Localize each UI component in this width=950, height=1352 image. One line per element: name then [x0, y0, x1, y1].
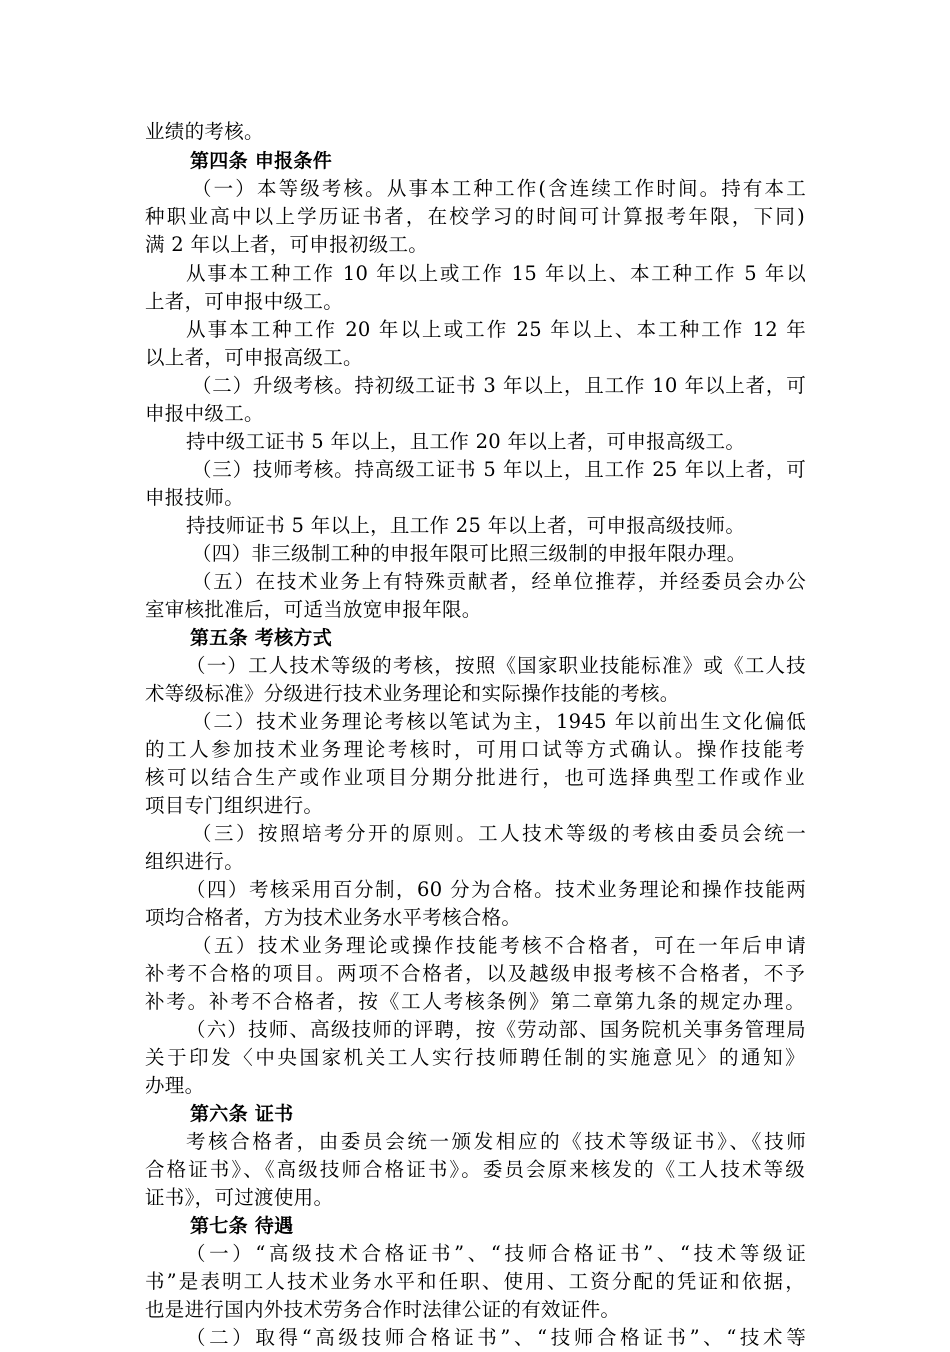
text-line: 持中级工证书 5 年以上，且工作 20 年以上者，可申报高级工。 — [186, 430, 746, 453]
text-line: 持技师证书 5 年以上，且工作 25 年以上者，可申报高级技师。 — [186, 514, 746, 537]
text-line: （五）技术业务理论或操作技能考核不合格者，可在一年后申请 — [192, 934, 806, 957]
text-line: （一）本等级考核。从事本工种工作(含连续工作时间。持有本工 — [192, 177, 806, 200]
text-line: （一）“高级技术合格证书”、“技师合格证书”、“技术等级证 — [186, 1242, 806, 1265]
text-line: 组织进行。 — [145, 850, 245, 873]
text-line: 从事本工种工作 20 年以上或工作 25 年以上、本工种工作 12 年 — [186, 318, 806, 341]
text-line: 核可以结合生产或作业项目分期分批进行，也可选择典型工作或作业 — [145, 766, 805, 789]
text-line: 从事本工种工作 10 年以上或工作 15 年以上、本工种工作 5 年以 — [186, 262, 806, 285]
text-line: 合格证书》、《高级技师合格证书》。委员会原来核发的《工人技术等级 — [145, 1158, 805, 1181]
text-line: 申报技师。 — [145, 486, 245, 509]
section-heading: 第五条 考核方式 — [190, 627, 333, 649]
text-line: 办理。 — [145, 1074, 205, 1097]
text-line: 申报中级工。 — [145, 402, 264, 425]
text-line: （一）工人技术等级的考核，按照《国家职业技能标准》或《工人技 — [186, 654, 806, 677]
text-line: （二）升级考核。持初级工证书 3 年以上，且工作 10 年以上者，可 — [192, 374, 806, 397]
text-line: 种职业高中以上学历证书者，在校学习的时间可计算报考年限，下同) — [145, 205, 805, 228]
text-line: 术等级标准》分级进行技术业务理论和实际操作技能的考核。 — [145, 682, 680, 705]
text-line: 室审核批准后，可适当放宽申报年限。 — [145, 598, 482, 621]
text-line: （二）技术业务理论考核以笔试为主，1945 年以前出生文化偏低 — [192, 710, 806, 733]
text-line: 项均合格者，方为技术业务水平考核合格。 — [145, 906, 522, 929]
text-line: （四）考核采用百分制，60 分为合格。技术业务理论和操作技能两 — [186, 878, 806, 901]
text-line: 也是进行国内外技术劳务合作时法律公证的有效证件。 — [145, 1298, 621, 1321]
text-line: 关于印发〈中央国家机关工人实行技师聘任制的实施意见〉的通知》 — [145, 1046, 805, 1069]
text-line: （六）技师、高级技师的评聘，按《劳动部、国务院机关事务管理局 — [186, 1018, 806, 1041]
text-line: 业绩的考核。 — [145, 120, 264, 143]
text-line: 考核合格者，由委员会统一颁发相应的《技术等级证书》、《技师 — [186, 1130, 806, 1153]
text-line: （三）技师考核。持高级工证书 5 年以上，且工作 25 年以上者，可 — [192, 458, 806, 481]
text-line: 以上者，可申报高级工。 — [145, 346, 363, 369]
text-line: （三）按照培考分开的原则。工人技术等级的考核由委员会统一 — [192, 822, 806, 845]
text-line: 证书》，可过渡使用。 — [145, 1186, 334, 1209]
section-heading: 第七条 待遇 — [190, 1215, 294, 1237]
text-line: 补考不合格的项目。两项不合格者，以及越级申报考核不合格者，不予 — [145, 962, 805, 985]
text-line: 满 2 年以上者，可申报初级工。 — [145, 233, 429, 256]
text-line: 书”是表明工人技术业务水平和任职、使用、工资分配的凭证和依据， — [145, 1270, 805, 1293]
text-line: 项目专门组织进行。 — [145, 794, 324, 817]
section-heading: 第四条 申报条件 — [190, 150, 333, 172]
text-line: 上者，可申报中级工。 — [145, 290, 344, 313]
text-line: （二）取得“高级技师合格证书”、“技师合格证书”、“技术等 — [186, 1326, 806, 1349]
text-line: （五）在技术业务上有特殊贡献者，经单位推荐，并经委员会办公 — [192, 570, 806, 593]
text-line: 的工人参加技术业务理论考核时，可用口试等方式确认。操作技能考 — [145, 738, 805, 761]
text-line: （四）非三级制工种的申报年限可比照三级制的申报年限办理。 — [192, 542, 747, 565]
section-heading: 第六条 证书 — [190, 1103, 294, 1125]
text-line: 补考。补考不合格者，按《工人考核条例》第二章第九条的规定办理。 — [145, 990, 805, 1013]
